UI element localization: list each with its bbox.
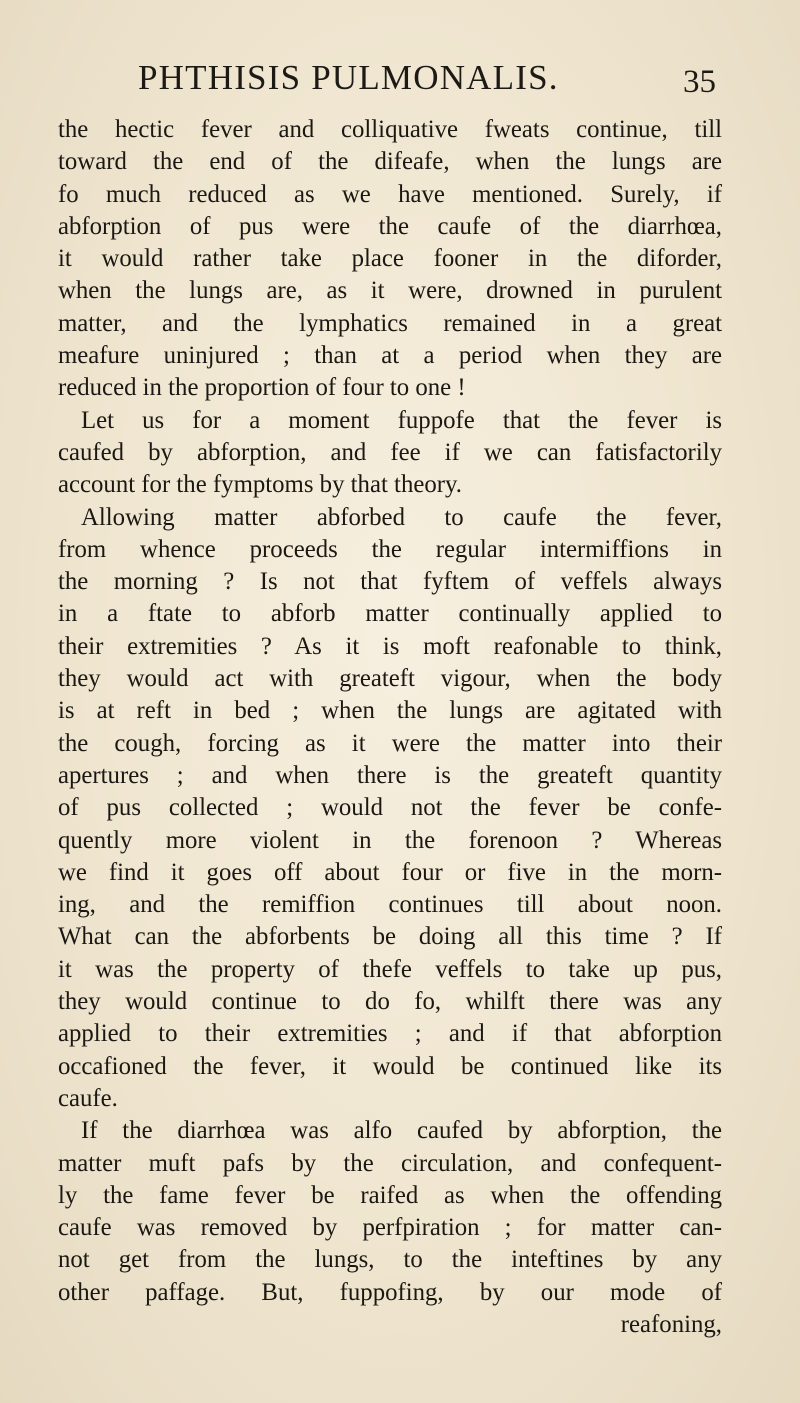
text-line: in a ftate to abforb matter continually applied to	[58, 600, 722, 628]
text-line: apertures ; and when there is the greateft quantity	[58, 761, 722, 789]
page-header	[0, 56, 800, 106]
paragraph-start-line: Let us for a moment fuppofe that the fever is	[81, 406, 722, 434]
text-line: fo much reduced as we have mentioned. Surely, if	[58, 180, 722, 208]
text-line: caufe was removed by perfpiration ; for matter can-	[58, 1214, 722, 1242]
text-line: meafure uninjured ; than at a period when they are	[58, 342, 722, 370]
text-line: not get from the lungs, to the inteftines by any	[58, 1246, 722, 1274]
text-line: account for the fymptoms by that theory.	[58, 471, 462, 499]
text-line: occafioned the fever, it would be continued like its	[58, 1052, 722, 1080]
text-line: abforption of pus were the caufe of the diarrhœa,	[58, 212, 722, 240]
text-line: What can the abforbents be doing all this time ? If	[58, 923, 722, 951]
body-text	[58, 114, 722, 1341]
text-line: it was the property of thefe veffels to take up pus,	[58, 955, 722, 983]
text-line: matter muft pafs by the circulation, and confequent-	[58, 1149, 722, 1177]
text-line: when the lungs are, as it were, drowned in purulent	[58, 277, 722, 305]
text-line: their extremities ? As it is moft reafonable to think,	[58, 632, 722, 660]
text-line: ly the fame fever be raifed as when the offending	[58, 1181, 722, 1209]
text-line: from whence proceeds the regular intermiffions in	[58, 535, 722, 563]
text-line: the morning ? Is not that fyftem of veffels always	[58, 568, 722, 596]
text-line: of pus collected ; would not the fever be confe-	[58, 794, 722, 822]
text-line: quently more violent in the forenoon ? Whereas	[58, 826, 722, 854]
text-line: caufe.	[58, 1084, 118, 1112]
text-line: ing, and the remiffion continues till about noon.	[58, 891, 722, 919]
text-line: the cough, forcing as it were the matter into their	[58, 729, 722, 757]
text-line: applied to their extremities ; and if that abforption	[58, 1020, 722, 1048]
catchword-line: reafoning,	[620, 1310, 722, 1338]
paragraph-start-line: If the diarrhœa was alfo caufed by abforption, the	[81, 1117, 722, 1145]
text-line: reduced in the proportion of four to one !	[58, 374, 466, 402]
text-line: it would rather take place fooner in the diforder,	[58, 245, 722, 273]
text-line: caufed by abforption, and fee if we can fatisfactorily	[58, 438, 722, 466]
text-line: they would continue to do fo, whilft there was any	[58, 988, 722, 1016]
text-line: is at reft in bed ; when the lungs are agitated with	[58, 697, 722, 725]
text-line: the hectic fever and colliquative fweats continue, till	[58, 116, 722, 143]
text-line: matter, and the lymphatics remained in a great	[58, 309, 722, 337]
running-title: PHTHISIS PULMONALIS.	[138, 58, 559, 97]
page-number: 35	[683, 64, 716, 100]
paragraph-start-line: Allowing matter abforbed to caufe the fever,	[81, 503, 722, 531]
text-line: toward the end of the difeafe, when the lungs are	[58, 148, 722, 176]
text-line: we find it goes off about four or five in the morn-	[58, 858, 722, 886]
text-line: other paffage. But, fuppofing, by our mode of	[58, 1278, 722, 1306]
text-line: they would act with greateft vigour, when the body	[58, 665, 722, 693]
